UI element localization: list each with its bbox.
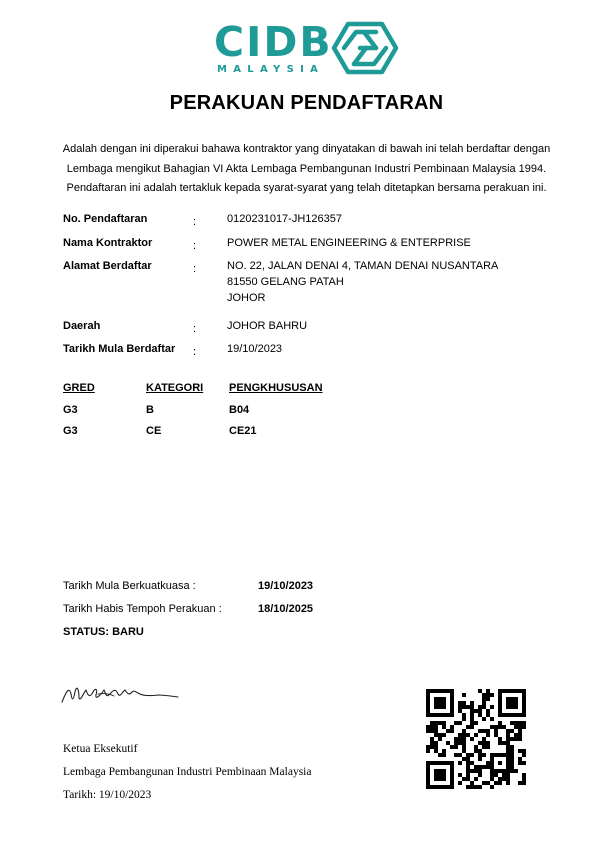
table-header-gred: GRED — [63, 382, 95, 394]
alamat-line-2: 81550 GELANG PATAH — [227, 276, 344, 288]
tarikh-mula-label: Tarikh Mula Berdaftar — [63, 343, 176, 355]
nama-kontraktor-label: Nama Kontraktor — [63, 237, 153, 249]
daerah-value: JOHOR BAHRU — [227, 320, 308, 332]
tarikh-mula-value: 19/10/2023 — [227, 343, 283, 355]
table-cell-kategori: B — [146, 404, 154, 416]
no-pendaftaran-value: 0120231017-JH126357 — [227, 213, 342, 225]
table-cell-pengkhususan: B04 — [229, 404, 250, 416]
qr-code-icon — [426, 689, 526, 789]
cidb-logo — [214, 20, 399, 80]
colon: : — [193, 216, 197, 228]
tarikh-habis-tempoh-value: 18/10/2025 — [258, 603, 314, 615]
tarikh-mula-berkuatkuasa-value: 19/10/2023 — [258, 580, 314, 592]
signatory-date: Tarikh: 19/10/2023 — [63, 789, 152, 801]
tarikh-mula-berkuatkuasa-label: Tarikh Mula Berkuatkuasa : — [63, 580, 196, 592]
daerah-label: Daerah — [63, 320, 101, 332]
logo-country: MALAYSIA — [217, 64, 325, 75]
logo-name: CIDB — [214, 18, 333, 66]
alamat-line-3: JOHOR — [227, 292, 266, 304]
nama-kontraktor-value: POWER METAL ENGINEERING & ENTERPRISE — [227, 237, 471, 249]
table-cell-kategori: CE — [146, 425, 162, 437]
alamat-label: Alamat Berdaftar — [63, 260, 152, 272]
page-title: PERAKUAN PENDAFTARAN — [169, 92, 444, 114]
colon: : — [193, 346, 197, 358]
signatory-position: Ketua Eksekutif — [63, 743, 138, 755]
colon: : — [193, 240, 197, 252]
table-header-pengkhususan: PENGKHUSUSAN — [229, 382, 323, 394]
table-cell-gred: G3 — [63, 425, 78, 437]
no-pendaftaran-label: No. Pendaftaran — [63, 213, 148, 225]
signature — [60, 680, 185, 708]
tarikh-habis-tempoh-label: Tarikh Habis Tempoh Perakuan : — [63, 603, 222, 615]
intro-paragraph: Adalah dengan ini diperakui bahawa kontraktor yang dinyatakan di bawah ini telah berdaftar dengan Lembaga mengikut Bahagian VI Akta Lembaga Pembangunan Industri Pembinaan Malaysia 1994. Pendaftaran ini adalah tertakluk kepada syarat-syarat yang telah ditetapkan bersama perakuan ini. — [62, 143, 551, 194]
colon: : — [193, 323, 197, 335]
table-header-kategori: KATEGORI — [146, 382, 204, 394]
table-cell-pengkhususan: CE21 — [229, 425, 257, 437]
table-cell-gred: G3 — [63, 404, 78, 416]
alamat-line-1: NO. 22, JALAN DENAI 4, TAMAN DENAI NUSANTARA — [227, 260, 499, 272]
hexagon-logo-icon — [330, 20, 400, 76]
signatory-organization: Lembaga Pembangunan Industri Pembinaan Malaysia — [63, 766, 312, 778]
colon: : — [193, 263, 197, 275]
status-text: STATUS: BARU — [63, 626, 144, 638]
